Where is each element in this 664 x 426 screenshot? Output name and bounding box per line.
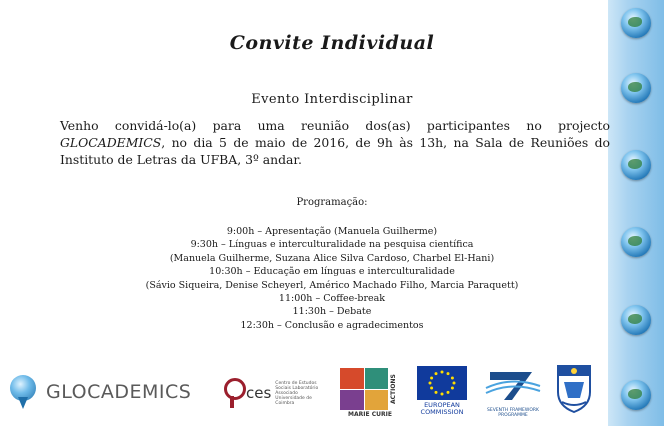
glocademics-logo-text: GLOCADEMICS <box>46 381 192 403</box>
decorative-side-band <box>608 0 664 426</box>
globe-icon <box>621 150 651 180</box>
eu-caption-line: EUROPEAN <box>424 401 460 409</box>
ces-logo <box>222 378 321 408</box>
fp7-logo <box>482 366 544 418</box>
fp7-mark-icon <box>482 366 544 404</box>
globe-pin-icon <box>8 375 38 409</box>
ufba-crest-icon <box>552 362 596 414</box>
ces-logo-text: ces <box>246 384 272 402</box>
program-line: 9:00h – Apresentação (Manuela Guilherme) <box>226 226 438 237</box>
eu-caption <box>414 402 470 416</box>
fp7-caption-line: PROGRAMME <box>498 413 528 418</box>
program-line: 11:30h – Debate <box>292 306 372 318</box>
invite-text-start: Venho convidá-lo(a) para uma reunião dos(as) participantes no projecto <box>60 118 610 133</box>
fp7-caption-line: SEVENTH FRAMEWORK <box>487 408 539 413</box>
program-list <box>0 225 664 332</box>
program-heading: Programação: <box>296 197 368 208</box>
program-line: 10:30h – Educação em línguas e interculturalidade <box>209 266 455 278</box>
european-commission-logo <box>414 366 470 416</box>
event-subtitle: Evento Interdisciplinar <box>251 92 413 107</box>
project-name: GLOCADEMICS <box>60 135 162 150</box>
actions-text: ACTIONS <box>390 374 397 404</box>
marie-curie-text: MARIE CURIE <box>348 411 392 418</box>
eu-flag-icon <box>417 366 467 400</box>
globe-icon <box>621 380 651 410</box>
invitation-text <box>60 117 610 168</box>
program-line: 11:00h – Coffee-break <box>278 293 386 305</box>
page-title <box>0 32 664 54</box>
fp7-caption <box>482 408 544 418</box>
program-line: (Sávio Siqueira, Denise Scheyerl, Américo Machado Filho, Marcia Paraquett) <box>145 279 519 291</box>
program-line: 9:30h – Línguas e interculturalidade na pesquisa científica <box>190 239 474 251</box>
marie-curie-logo <box>340 368 400 420</box>
program-line: (Manuela Guilherme, Suzana Alice Silva Cardoso, Charbel El-Hani) <box>169 252 495 264</box>
invite-text-end: , no dia 5 de maio de 2016, de 9h às 13h, na Sala de Reuniões do Instituto de Letras da UFBA, 3º andar. <box>60 135 610 167</box>
marie-curie-portraits <box>340 368 388 410</box>
ces-logo-subtext: Centro de Estudos Sociais Laboratório Associado Universidade de Coimbra <box>275 380 319 406</box>
title-text: Convite Individual <box>229 32 435 54</box>
glocademics-logo <box>8 375 191 409</box>
eu-caption-line: COMMISSION <box>420 408 464 416</box>
program-line: 12:30h – Conclusão e agradecimentos <box>240 319 424 331</box>
ces-mark-icon <box>222 378 244 408</box>
ufba-crest-logo <box>552 362 596 414</box>
